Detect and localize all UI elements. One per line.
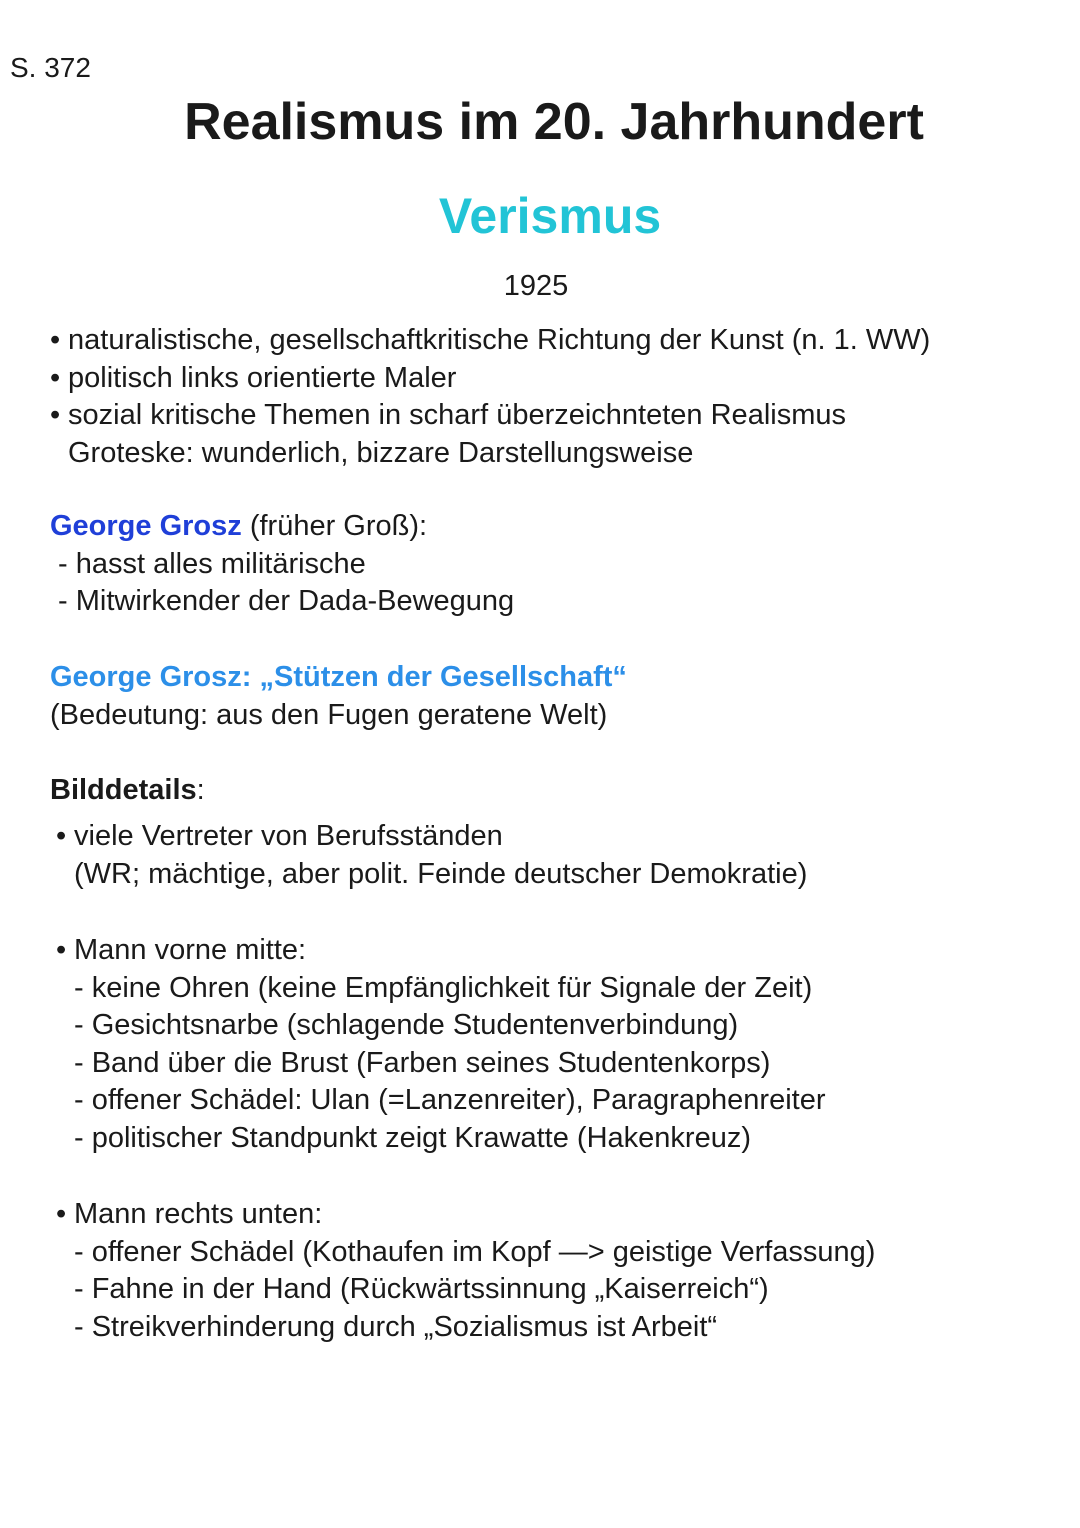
artwork-meaning: (Bedeutung: aus den Fugen geratene Welt) [50,698,608,731]
artwork-section [50,659,627,734]
sub-list-item: - Gesichtsnarbe (schlagende Studentenverbindung) [74,1009,739,1041]
details-heading [50,772,205,810]
sub-list-item: - offener Schädel (Kothaufen im Kopf —> geistige Verfassung) [74,1235,876,1268]
sub-list-item: - Band über die Brust (Farben seines Studentenkorps) [74,1046,771,1079]
list-item: - Mitwirkender der Dada-Bewegung [58,585,515,617]
sub-list-item: - offener Schädel: Ulan (=Lanzenreiter), Paragraphenreiter [74,1084,826,1116]
list-item: • sozial kritische Themen in scharf überzeichnteten Realismus [50,397,930,435]
section-title: Verismus [438,188,662,244]
artist-heading [50,508,514,546]
bullet-icon: • [56,820,67,852]
intro-bullet-list [50,322,930,472]
bullet-icon: • [50,399,61,431]
bullet-icon: • [50,324,61,356]
artist-section [50,508,514,621]
artist-note: (früher Groß): [241,510,428,542]
sub-list-item: - keine Ohren (keine Empfänglichkeit für Signale der Zeit) [74,971,813,1004]
details-colon: : [196,774,205,806]
list-item: - hasst alles militärische [58,547,366,580]
list-item: • viele Vertreter von Berufsständen [56,818,807,856]
list-item-continuation: Groteske: wunderlich, bizzare Darstellungsweise [68,436,694,469]
details-label: Bilddetails [50,774,197,806]
sub-list-item: - Fahne in der Hand (Rückwärtssinnung „Kaiserreich“) [74,1273,769,1305]
page-title: Realismus im 20. Jahrhundert [184,93,924,151]
list-item: • Mann vorne mitte: [56,932,825,970]
list-item-continuation: (WR; mächtige, aber polit. Feinde deutscher Demokratie) [74,857,808,890]
page-reference: S. 372 [10,52,91,83]
list-item: • politisch links orientierte Maler [50,360,930,398]
bullet-icon: • [56,934,67,966]
list-item: • naturalistische, gesellschaftkritische Richtung der Kunst (n. 1. WW) [50,322,930,360]
list-item: • Mann rechts unten: [56,1196,875,1234]
bullet-icon: • [50,361,61,394]
artist-name: George Grosz [50,510,242,542]
bullet-icon: • [56,1198,67,1230]
details-list [56,818,807,893]
figure-center-list [56,932,825,1157]
figure-right-list [56,1196,875,1346]
year-label: 1925 [503,270,569,302]
artwork-heading: George Grosz: „Stützen der Gesellschaft“ [50,661,627,693]
sub-list-item: - politischer Standpunkt zeigt Krawatte (Hakenkreuz) [74,1121,751,1154]
sub-list-item: - Streikverhinderung durch „Sozialismus ist Arbeit“ [74,1310,718,1343]
